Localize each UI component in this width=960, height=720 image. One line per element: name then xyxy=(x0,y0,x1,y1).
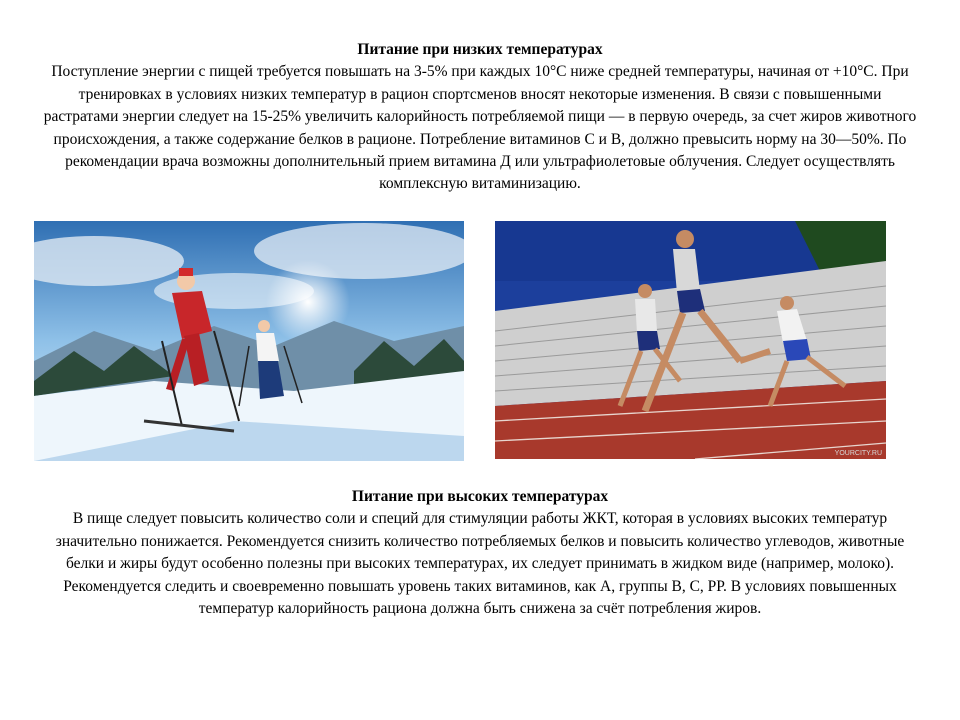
hot-section-text: В пище следует повысить количество соли и специй для стимуляции работы ЖКТ, которая в условиях высоких температур значительно понижается. Рекомендуется снизить количество потребляемых белков и повысить количество углеводов, животные белки и жиры будут особенно полезны при высоких температурах, их следует принимать в жидком виде (например, молоко). Рекомендуется следить и своевременно повышать уровень таких витаминов, как А, группы В, С, РР. В условиях повышенных температур калорийность рациона должна быть снижена за счёт потребления жиров. xyxy=(55,510,905,618)
photo-watermark: YOURCITY.RU xyxy=(834,450,882,457)
ski-scene-illustration xyxy=(34,221,464,461)
cold-section xyxy=(40,39,920,196)
hot-section-title: Питание при высоких температурах xyxy=(351,488,609,505)
track-runners-photo xyxy=(495,221,886,459)
track-scene-illustration xyxy=(495,221,886,459)
cold-section-text: Поступление энергии с пищей требуется повышать на 3-5% при каждых 10°С ниже средней температуры, начиная от +10°С. При тренировках в условиях низких температур в рацион спортсменов вносят некоторые изменения. В связи с повышенными растратами энергии следует на 15-25% увеличить калорийность потребляемой пищи — в первую очередь, за счет жиров животного происхождения, а также содержание белков в рационе. Потребление витаминов С и В, должно превысить норму на 30—50%. По рекомендации врача возможны дополнительный прием витамина Д или ультрафиолетовые облучения. Следует осуществлять комплексную витаминизацию. xyxy=(43,63,917,193)
biathlon-skiers-photo xyxy=(34,221,464,461)
hot-section xyxy=(40,486,920,620)
cold-section-title: Питание при низких температурах xyxy=(357,41,603,58)
